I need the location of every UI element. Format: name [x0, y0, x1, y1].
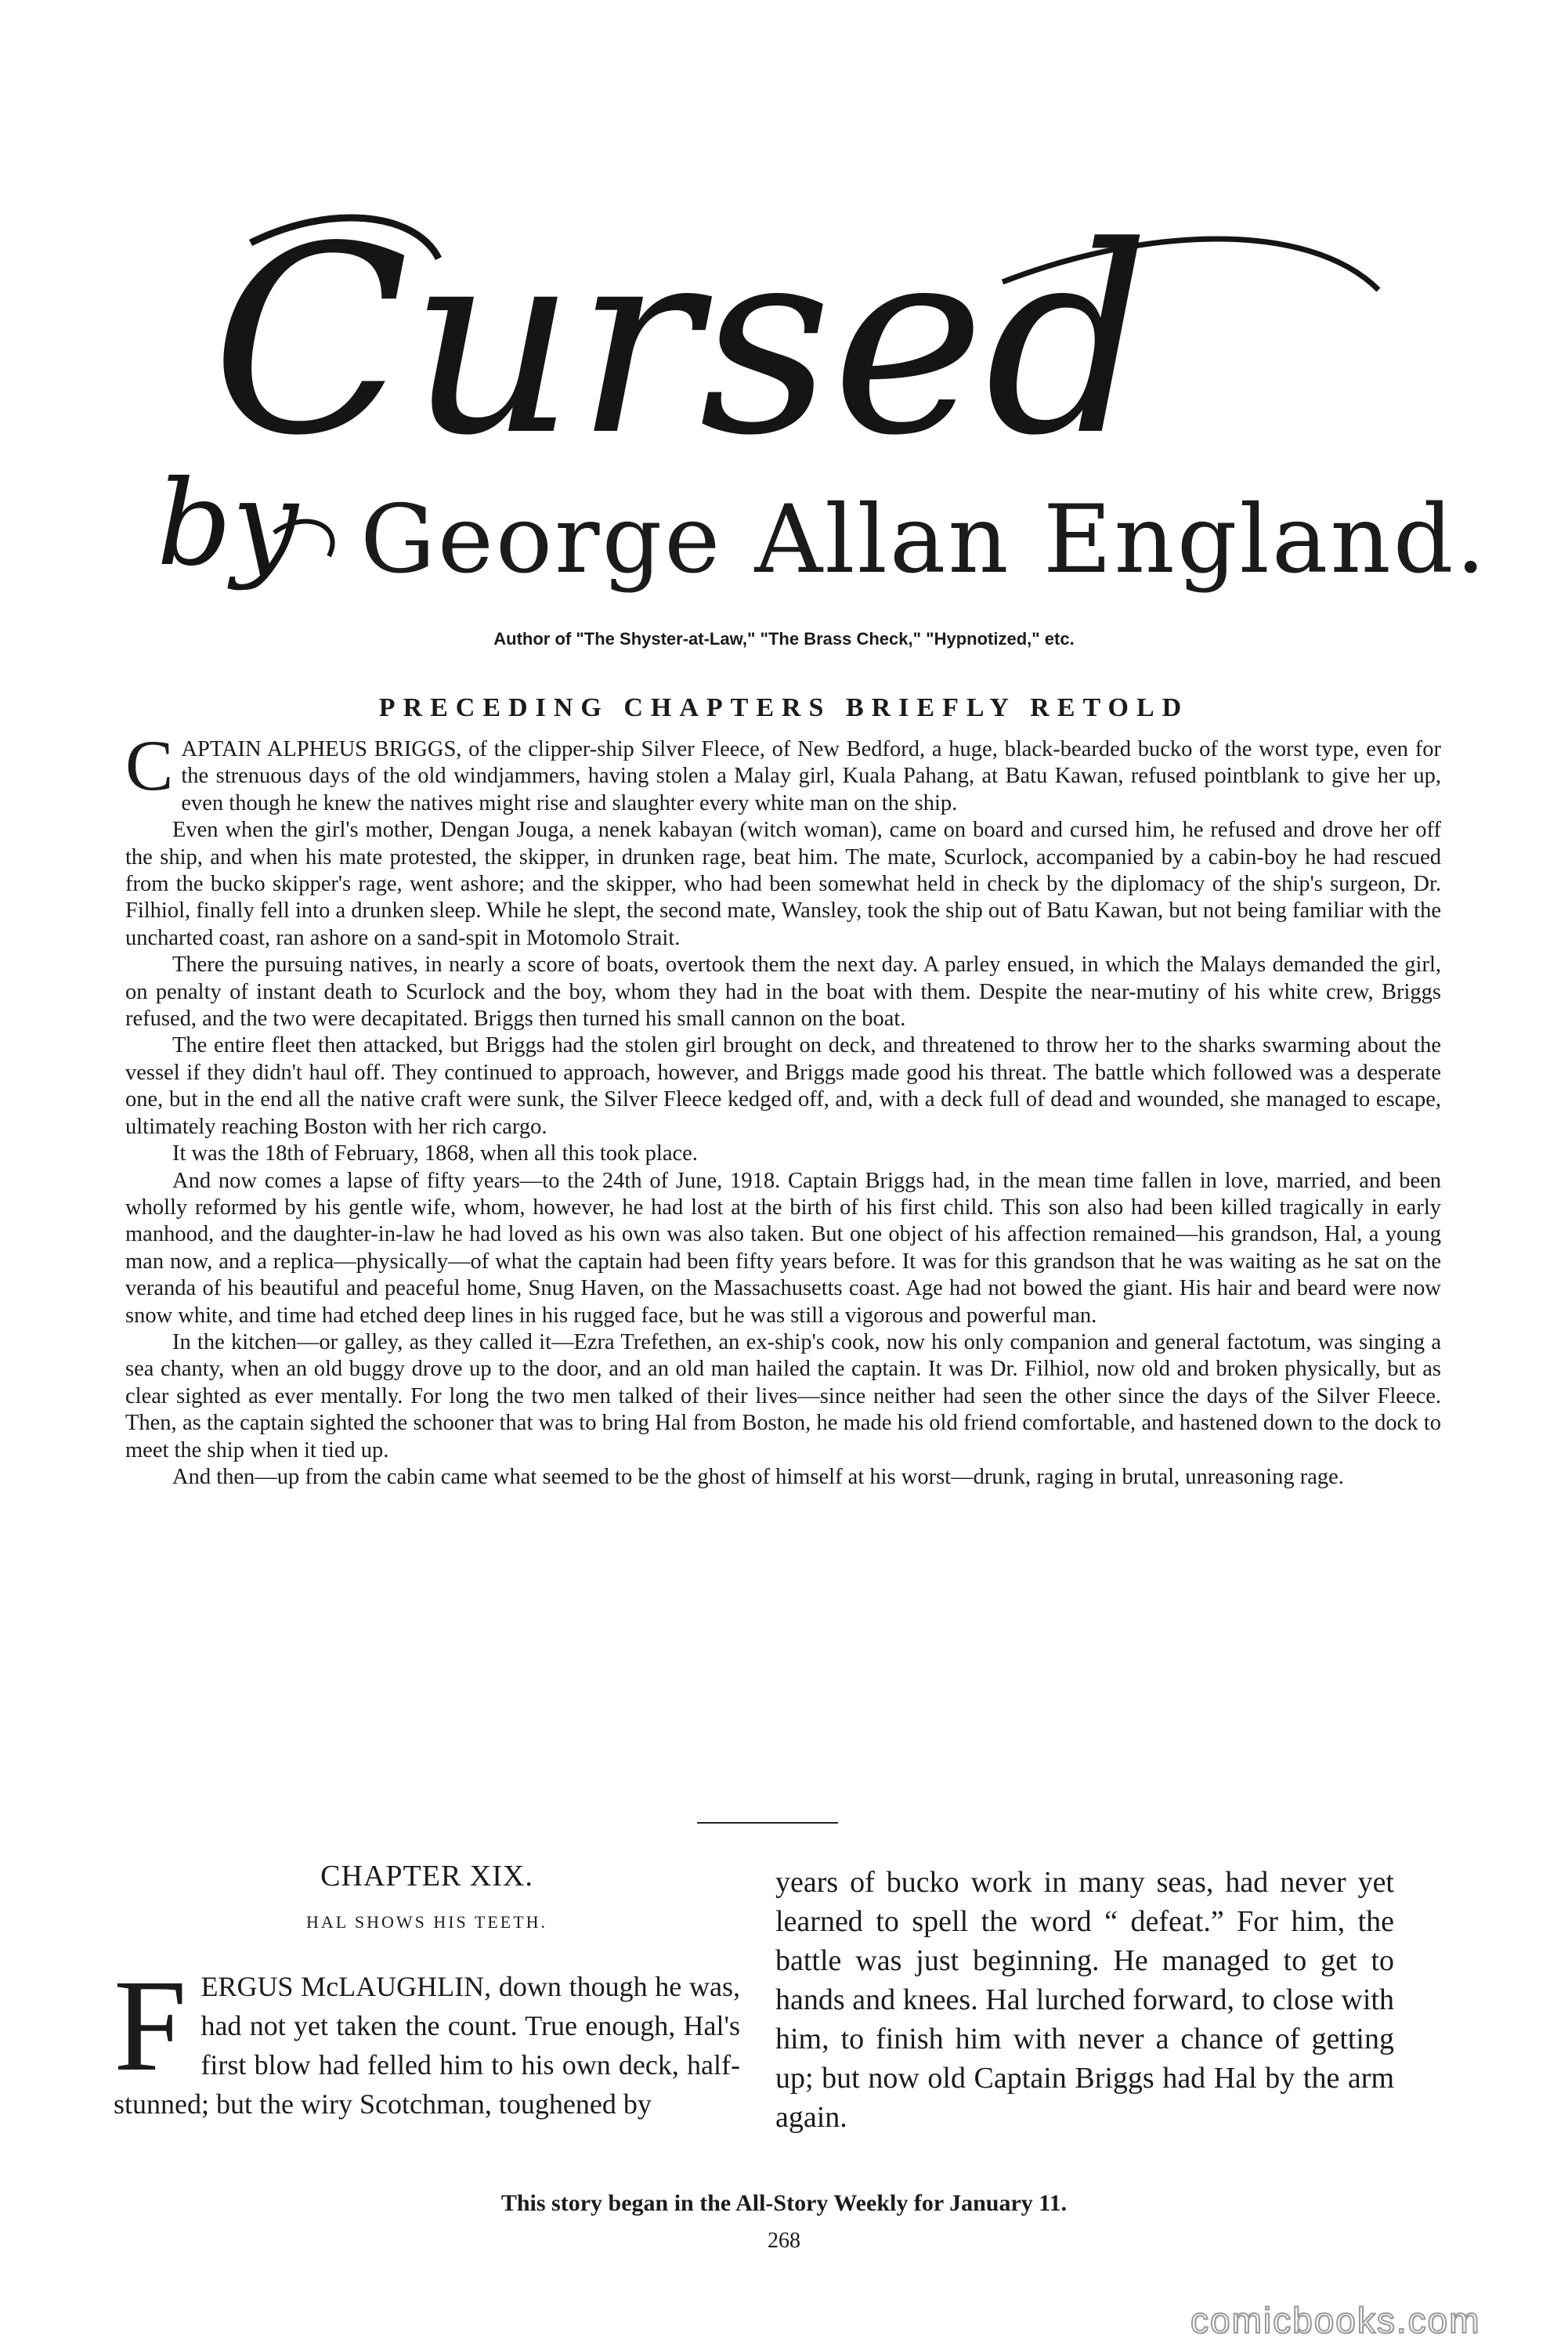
section-heading: PRECEDING CHAPTERS BRIEFLY RETOLD	[378, 693, 1190, 722]
summary-paragraph-7: In the kitchen—or galley, as they called it—Ezra Trefethen, an ex-ship's cook, now his only companion and general factotum, was singing a sea chanty, when an old buggy drove up to the door, and an old man hailed the captain. It was Dr. Filhiol, now old and broken physically, but as clear sighted as ever mentally. For long the two men talked of their lives—since neither had seen the other since the days of the Silver Fleece. Then, as the captain sighted the schooner that was to bring Hal from Boston, he made his old friend comfortable, and hastened down to the dock to meet the ship when it tied up.	[125, 1329, 1441, 1462]
summary-paragraph-6: And now comes a lapse of fifty years—to the 24th of June, 1918. Captain Briggs had, in the mean time fallen in love, married, and been wholly reformed by his gentle wife, whom, however, he had lost at the birth of his first child. This son also had been killed tragically in early manhood, and the daughter-in-law he had loved as his own was also taken. But one object of his affection remained—his grandson, Hal, a young man now, and a replica—physically—of what the captain had been fifty years before. It was for this grandson that he was waiting as he sat on the veranda of his beautiful and peaceful home, Snug Haven, on the Massachusetts coast. Age had not bowed the giant. His hair and beard were now snow white, and time had etched deep lines in his rugged face, but he was still a vigorous and powerful man.	[125, 1168, 1441, 1328]
chapter-title: CHAPTER XIX.	[320, 1860, 533, 1893]
page-number: 268	[768, 2229, 800, 2253]
summary-paragraph-5: It was the 18th of February, 1868, when all this took place.	[172, 1141, 698, 1166]
watermark: comicbooks.com	[1190, 2300, 1481, 2341]
byline-by-text: by	[157, 456, 298, 592]
summary-paragraph-8: And then—up from the cabin came what seemed to be the ghost of himself at his worst—drunk, raging in brutal, unreasoning rage.	[172, 1464, 1344, 1489]
summary-paragraph-1-text: APTAIN ALPHEUS BRIGGS, of the clipper-ship Silver Fleece, of New Bedford, a huge, black-bearded bucko of the worst type, even for the strenuous days of the old windjammers, having stolen a Malay girl, Kuala Pahang, at Batu Kawan, refused pointblank to give her up, even though he knew the natives might rise and slaughter every white man on the ship.	[181, 737, 1441, 815]
chapter-drop-initial: F	[114, 1953, 187, 2099]
byline-by	[157, 439, 360, 619]
story-began-note: This story began in the All-Story Weekly for January 11.	[500, 2190, 1068, 2216]
chapter-column-left	[114, 1859, 740, 2124]
summary-paragraph-2: Even when the girl's mother, Dengan Jouga, a nenek kabayan (witch woman), came on board and cursed him, he refused and drove her off the ship, and when his mate protested, the skipper, in drunken rage, beat him. The mate, Scurlock, accompanied by a cabin-boy he had rescued from the bucko skipper's rage, went ashore; and the skipper, who had been somewhat held in check by the diplomacy of the ship's surgeon, Dr. Filhiol, finally fell into a drunken sleep. While he slept, the second mate, Wansley, took the ship out of Batu Kawan, but not being familiar with the uncharted coast, ran ashore on a sand-spit in Motomolo Strait.	[125, 818, 1441, 950]
summary-paragraph-1	[125, 725, 1441, 817]
author-name: George Allan England.	[360, 486, 1488, 595]
chapter-text-right: years of bucko work in many seas, had never yet learned to spell the word “ defeat.” For him, the battle was just beginning. He managed to get to hands and knees. Hal lurched forward, to close with him, to finish him with never a chance of getting up; but now old Captain Briggs had Hal by the arm again.	[775, 1866, 1394, 2134]
chapter-text-left	[114, 1953, 740, 2124]
summary-paragraph-3: There the pursuing natives, in nearly a score of boats, overtook them the next day. A parley ensued, in which the Malays demanded the girl, on penalty of instant death to Scurlock and the boy, whom they had in the boat with them. Despite the near-mutiny of his white crew, Briggs refused, and the two were decapitated. Briggs then turned his small cannon on the boat.	[125, 953, 1441, 1032]
author-credits: Author of "The Shyster-at-Law," "The Brass Check," "Hypnotized," etc.	[493, 629, 1075, 649]
summary-drop-initial: C	[125, 725, 174, 805]
summary-text	[125, 725, 1441, 1491]
summary-paragraph-4: The entire fleet then attacked, but Briggs had the stolen girl brought on deck, and threatened to throw her to the sharks swarming about the vessel if they didn't haul off. They continued to approach, however, and Briggs made good his threat. The battle which followed was a desperate one, but in the end all the native craft were sunk, the Silver Fleece kedged off, and, with a deck full of dead and wounded, she managed to escape, ultimately reaching Boston with her rich cargo.	[125, 1033, 1441, 1139]
chapter-text-left-body: ERGUS McLAUGHLIN, down though he was, had not yet taken the count. True enough, Hal's first blow had felled him to his own deck, half-stunned; but the wiry Scotchman, toughened by	[114, 1971, 740, 2120]
chapter-column-right	[775, 1863, 1394, 2137]
chapter-subtitle: HAL SHOWS HIS TEETH.	[305, 1912, 548, 1932]
section-divider	[697, 1822, 838, 1824]
title-text: Cursed	[211, 196, 1151, 492]
